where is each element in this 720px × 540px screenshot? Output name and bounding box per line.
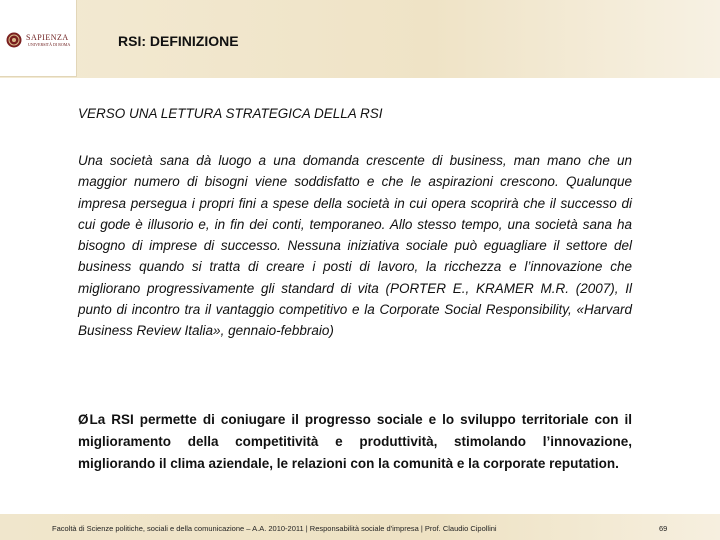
header-band	[0, 0, 720, 78]
logo-name: SAPIENZA	[26, 33, 69, 42]
university-seal-icon	[6, 32, 22, 48]
bullet-point	[78, 409, 632, 475]
slide-title: RSI: DEFINIZIONE	[118, 33, 239, 49]
quote-paragraph: Una società sana dà luogo a una domanda crescente di business, man mano che un maggior numero di bisogni viene soddisfatto e che le aspirazioni crescono. Qualunque impresa persegua i propri fini a spese della società in cui opera scoprirà che il successo di cui gode è illusorio e, in fin dei conti, temporaneo. Allo stesso tempo, una società sana ha bisogno di imprese di successo. Nessuna iniziativa sociale può eguagliare il settore del business quando si tratta di creare i posti di lavoro, la ricchezza e l’innovazione che migliorano progressivamente gli standard di vita (PORTER E., KRAMER M.R. (2007), Il punto di incontro tra il vantaggio competitivo e la Corporate Social Responsibility, «Harvard Business Review Italia», gennaio-febbraio)	[78, 153, 632, 339]
university-logo	[0, 0, 77, 77]
page-number: 69	[659, 524, 668, 533]
logo-subtitle: UNIVERSITÀ DI ROMA	[28, 42, 71, 47]
section-subtitle: VERSO UNA LETTURA STRATEGICA DELLA RSI	[78, 106, 383, 121]
footer-text: Facoltà di Scienze politiche, sociali e della comunicazione – A.A. 2010-2011 | Responsabilità sociale d'impresa | Prof. Claudio Cipollini	[52, 524, 497, 533]
arrow-bullet-icon: Ø	[78, 412, 89, 427]
bullet-text: La RSI permette di coniugare il progresso sociale e lo sviluppo territoriale con il miglioramento della competitività e produttività, stimolando l’innovazione, migliorando il clima aziendale, le relazioni con la comunità e la corporate reputation.	[78, 412, 632, 471]
